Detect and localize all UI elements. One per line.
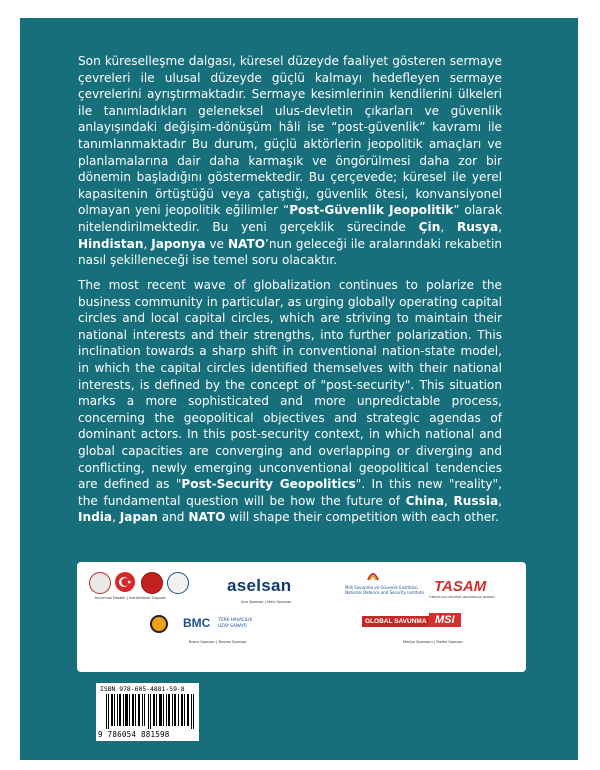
bold-term: Russia (453, 493, 499, 508)
english-blurb (78, 277, 502, 526)
text-run: , (498, 493, 502, 508)
main-sponsor-caption: Ana Sponsor | Main Sponsor (241, 600, 292, 604)
tasam-subtitle: TÜRKİYE ASYA STRATEJİK ARAŞTIRMALAR MERKEZİ (429, 596, 495, 599)
bmc-logo: BMC (183, 616, 211, 630)
barcode-icon (106, 694, 196, 729)
bold-term: NATO (188, 510, 226, 525)
bold-term: China (405, 493, 445, 508)
tasam-logo: TASAM (434, 578, 487, 595)
bold-term: Rusya (456, 219, 499, 234)
defence-emblem-icon (167, 572, 189, 594)
ministry-emblem-icon (89, 572, 111, 594)
bold-term: Çin (418, 219, 441, 234)
text-run: ” olarak nitelendirilmektedir. Bu yeni gerçeklik sürecinde (78, 203, 502, 234)
isbn-text: ISBN 978-605-4881-59-8 (100, 685, 185, 693)
crescent-star-icon (115, 572, 135, 592)
msgse-emblem-icon (366, 568, 380, 582)
bronze-sponsor-caption: Bronz Sponsor | Bronze Sponsor (189, 640, 247, 644)
text-run: , (112, 510, 120, 525)
sponsor-panel (77, 562, 526, 672)
text-run: Son küreselleşme dalgası, küresel düzeyde faaliyet gösteren sermaye çevreleri ile ulusal düzeyde güçlü kalmayı hedefleyen sermaye çevrelerini ayrıştırmaktadır. Sermaye kesimlerinin kendilerini ülkeleri ile tanımladıkları geleneksel ulus-devletin çıkarları ve güvenlik anlayışındaki değişim-dönüşüm hâli ise “post-güvenlik” kavramı ile tanımlanmaktadır Bu durum, güçlü aktörlerin jeopolitik amaçları ve planlamalarına dair daha karmaşık ve öngörülmesi daha zor bir dönemin başladığını göstermektedir. Bu çerçevede; küresel ile yerel kapasitenin örtüştüğü veya çatıştığı, güvenlik ötesi, konvansiyonel olmayan yeni jeopolitik eğilimler “ (78, 54, 502, 218)
text-run: and (157, 510, 189, 525)
institutional-caption: Kurumsal Destek | Institutional Support (95, 596, 166, 600)
text-run: ". In this new "reality", the fundamental question will be how the future of (78, 477, 502, 508)
global-savunma-logo: GLOBAL SAVUNMA (362, 616, 430, 627)
text-run: , (440, 219, 457, 234)
parliament-emblem-icon (141, 572, 163, 594)
bold-term: Japonya (151, 236, 206, 251)
bold-term: Post-Güvenlik Jeopolitik (289, 203, 454, 218)
text-run: , (444, 493, 454, 508)
bold-term: Hindistan (78, 236, 144, 251)
text-run: , (498, 219, 502, 234)
barcode-digits: 9 786054 881598 (98, 730, 170, 739)
tusas-line1: TÜRK HAVACILIK (218, 617, 253, 622)
text-run: ’nun geleceği ile aralarındaki rekabetin nasıl şekilleneceği ise temel soru olacaktır. (78, 236, 502, 268)
bold-term: Post-Security Geopolitics (181, 477, 356, 492)
barcode-label (96, 683, 199, 741)
aselsan-logo: aselsan (227, 576, 292, 595)
bronze-sponsor-emblem-icon (150, 615, 168, 633)
text-run: , (143, 236, 152, 251)
media-sponsor-caption: Medya Sponsoru | Media Sponsor (403, 640, 463, 644)
text-run: will shape their competition with each other. (225, 510, 499, 525)
msi-logo: MSI (429, 613, 461, 627)
msgse-title: Milli Savunma ve Güvenlik Enstitüsü (345, 585, 418, 590)
bold-term: India (78, 510, 113, 525)
bold-term: Japan (119, 510, 158, 525)
turkish-blurb (78, 53, 502, 269)
tusas-line2: UZAY SANAYİİ (218, 623, 247, 628)
text-run: The most recent wave of globalization continues to polarize the business community in particular, as urging globally operating capital circles and local capital circles, which are striving to maintain their national interests and their strengths, into further polarization. This inclination towards a sharp shift in conventional nation-state model, in which the capital circles identified themselves with their national interests, is defined by the concept of "post-security". This situation marks a more sophisticated and more unpredictable process, concerning the geopolitical objectives and strategic agendas of dominant actors. In this post-security context, in which national and global capacities are converging and overlapping or diverging and conflicting, newly emerging unconventional geopolitical tendencies are defined as " (78, 278, 502, 492)
turkish-flag-icon (115, 572, 135, 592)
text-run: ve (205, 236, 228, 251)
bold-term: NATO (227, 236, 266, 251)
msgse-subtitle: National Defence and Security Institute (345, 590, 424, 595)
